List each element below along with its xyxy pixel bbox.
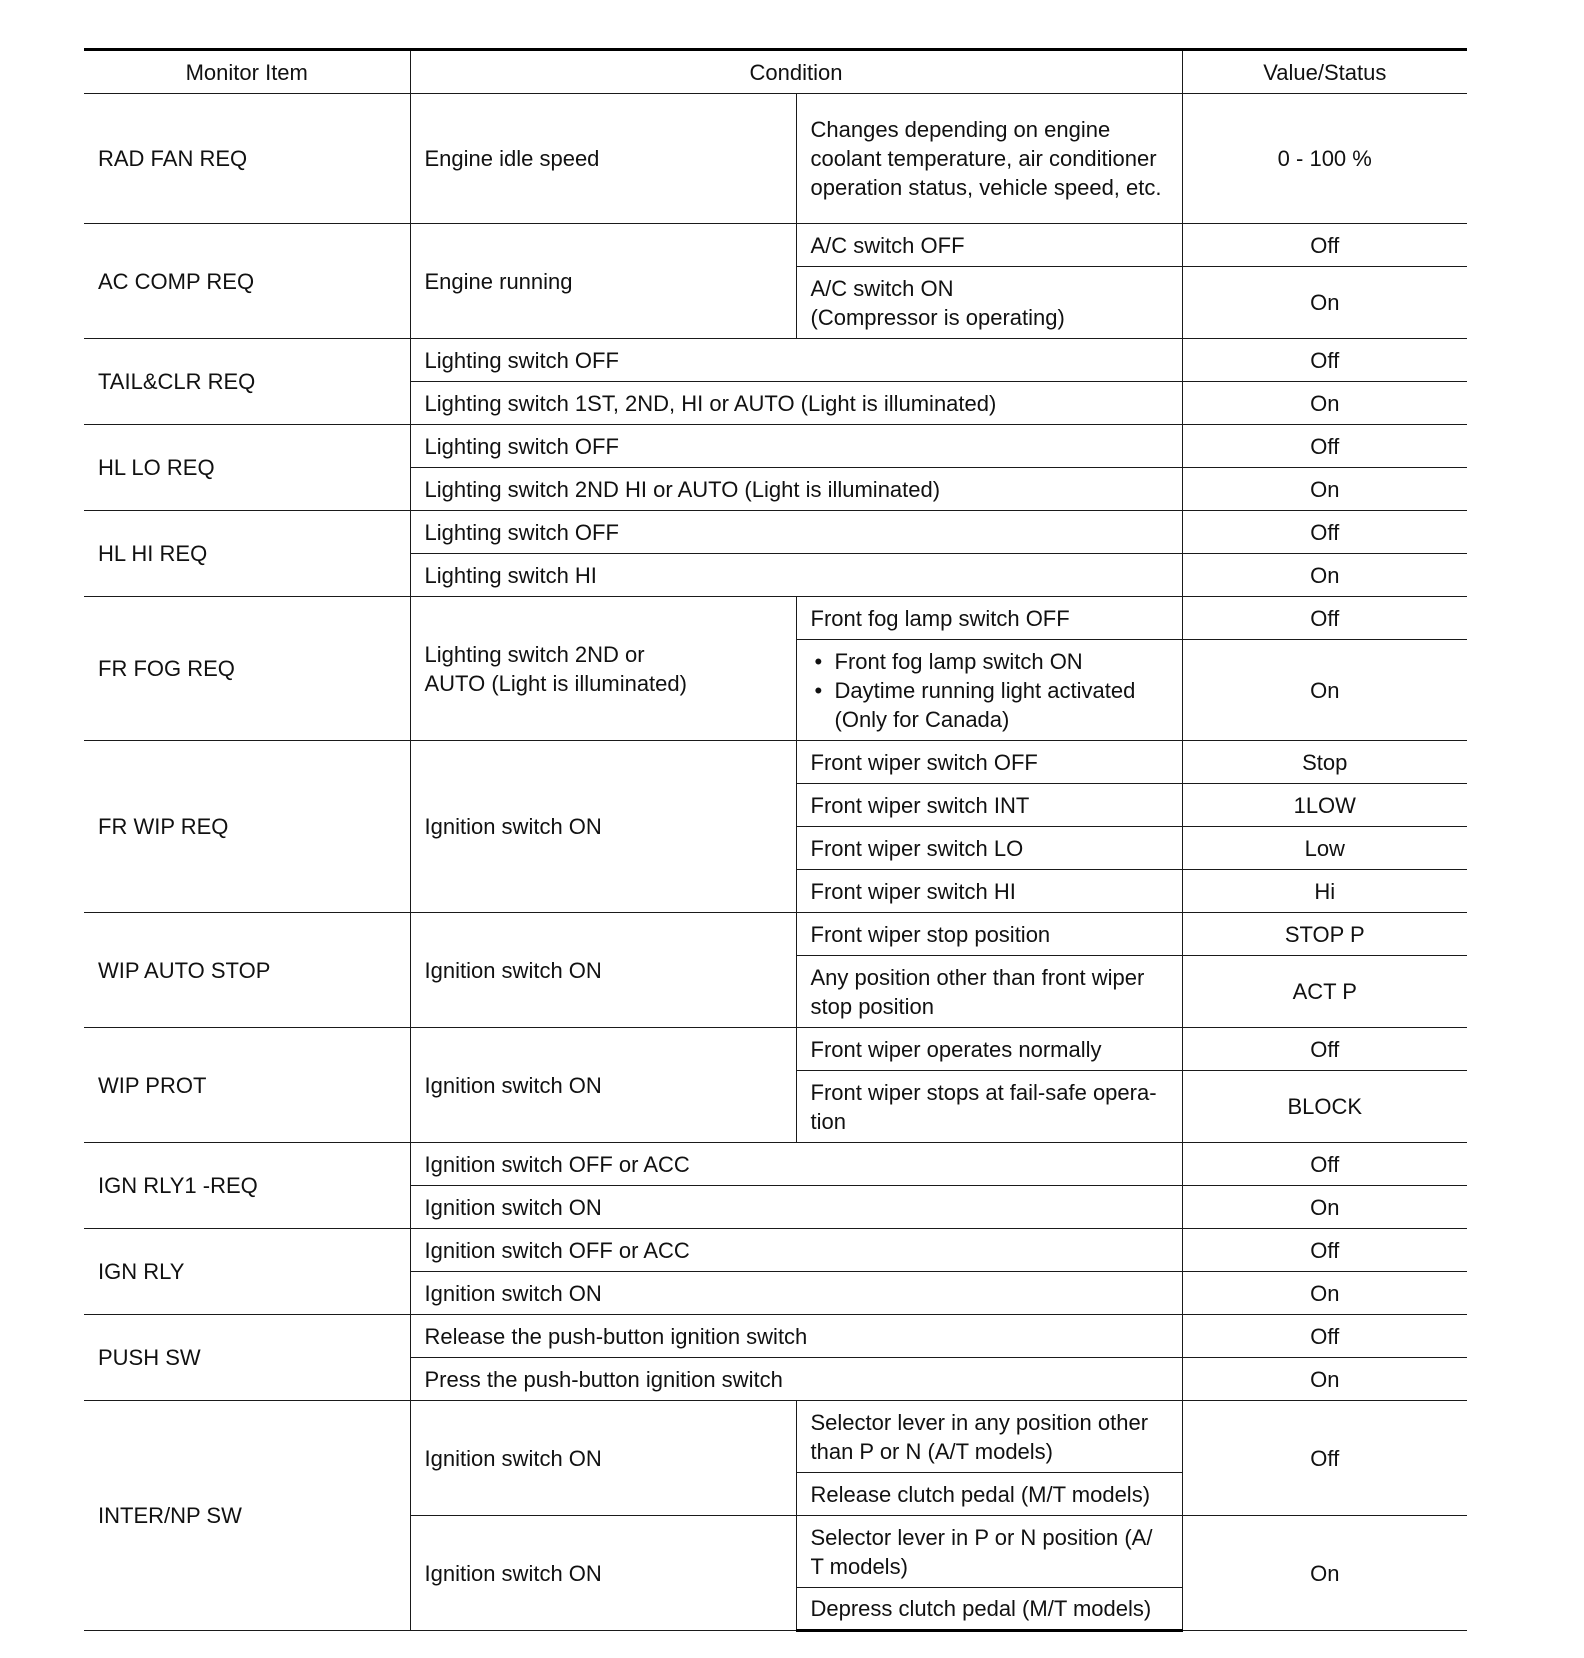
- sub-condition-cell: Front wiper switch LO: [796, 827, 1182, 870]
- monitor-item-cell: INTER/NP SW: [84, 1401, 410, 1631]
- condition-cell: Ignition switch ON: [410, 1272, 1182, 1315]
- monitor-item-cell: WIP PROT: [84, 1028, 410, 1143]
- bullet-text: (Only for Canada): [834, 706, 1010, 732]
- table-row: [84, 511, 1467, 554]
- condition-cell: Lighting switch OFF: [410, 425, 1182, 468]
- table-row: [84, 224, 1467, 267]
- value-status-cell: On: [1182, 640, 1467, 741]
- sub-condition-cell: Release clutch pedal (M/T models): [796, 1473, 1182, 1516]
- condition-cell: Lighting switch OFF: [410, 511, 1182, 554]
- value-status-cell: Off: [1182, 224, 1467, 267]
- sub-condition-line: (Compressor is operating): [810, 304, 1065, 330]
- sub-condition-line: A/C switch ON: [810, 275, 954, 301]
- monitor-item-cell: HL LO REQ: [84, 425, 410, 511]
- value-status-cell: Hi: [1182, 870, 1467, 913]
- table-row: [84, 741, 1467, 784]
- value-status-cell: On: [1182, 1272, 1467, 1315]
- sub-condition-cell: A/C switch OFF: [796, 224, 1182, 267]
- bullet-text: Front fog lamp switch ON: [834, 648, 1083, 674]
- sub-condition-line: Front wiper stops at fail-safe opera-: [810, 1079, 1157, 1105]
- value-status-cell: On: [1182, 267, 1467, 339]
- sub-condition-cell: Front wiper switch HI: [796, 870, 1182, 913]
- value-status-cell: Off: [1182, 1229, 1467, 1272]
- sub-condition-line: T models): [810, 1553, 908, 1579]
- table-row: [84, 425, 1467, 468]
- value-status-cell: Off: [1182, 339, 1467, 382]
- sub-condition-cell: Depress clutch pedal (M/T models): [796, 1588, 1182, 1631]
- value-status-cell: ACT P: [1182, 956, 1467, 1028]
- sub-condition-cell: [796, 267, 1182, 339]
- sub-condition-cell: Front wiper stop position: [796, 913, 1182, 956]
- value-status-cell: 0 - 100 %: [1182, 94, 1467, 224]
- bullet-item: [811, 647, 1168, 676]
- value-status-cell: On: [1182, 1516, 1467, 1631]
- table-row: [84, 1143, 1467, 1186]
- condition-cell: Ignition switch ON: [410, 1401, 796, 1516]
- value-status-cell: STOP P: [1182, 913, 1467, 956]
- sub-condition-cell: Any position other than front wiper stop position: [796, 956, 1182, 1028]
- value-status-cell: Off: [1182, 1401, 1467, 1516]
- condition-cell: Engine running: [410, 224, 796, 339]
- value-status-cell: Low: [1182, 827, 1467, 870]
- table-row: [84, 913, 1467, 956]
- condition-cell: Release the push-button ignition switch: [410, 1315, 1182, 1358]
- sub-condition-cell: [796, 1516, 1182, 1588]
- monitor-item-cell: TAIL&CLR REQ: [84, 339, 410, 425]
- condition-cell: Ignition switch ON: [410, 1516, 796, 1631]
- sub-condition-line: Selector lever in P or N position (A/: [810, 1524, 1153, 1550]
- sub-condition-cell: Front fog lamp switch OFF: [796, 597, 1182, 640]
- value-status-cell: Off: [1182, 1315, 1467, 1358]
- condition-cell: Ignition switch ON: [410, 1186, 1182, 1229]
- sub-condition-cell: Front wiper operates normally: [796, 1028, 1182, 1071]
- table-row: [84, 94, 1467, 224]
- value-status-cell: BLOCK: [1182, 1071, 1467, 1143]
- value-status-cell: On: [1182, 468, 1467, 511]
- sub-condition-cell: Front wiper switch INT: [796, 784, 1182, 827]
- header-monitor-item: Monitor Item: [84, 50, 410, 94]
- bullet-text: • Daytime running light activated: [834, 677, 1136, 703]
- header-condition: Condition: [410, 50, 1182, 94]
- value-status-cell: On: [1182, 554, 1467, 597]
- sub-condition-line: tion: [810, 1108, 846, 1134]
- monitor-item-cell: FR FOG REQ: [84, 597, 410, 741]
- value-status-cell: 1LOW: [1182, 784, 1467, 827]
- condition-cell: Lighting switch OFF: [410, 339, 1182, 382]
- condition-line: AUTO (Light is illuminated): [424, 670, 687, 696]
- sub-condition-cell: Changes depending on engine coolant temperature, air conditioner operation status, vehicle speed, etc.: [796, 94, 1182, 224]
- monitor-item-cell: IGN RLY: [84, 1229, 410, 1315]
- monitor-item-cell: PUSH SW: [84, 1315, 410, 1401]
- sub-condition-cell: [796, 1071, 1182, 1143]
- monitor-item-cell: WIP AUTO STOP: [84, 913, 410, 1028]
- value-status-cell: Off: [1182, 1028, 1467, 1071]
- sub-condition-cell: Front wiper switch OFF: [796, 741, 1182, 784]
- monitor-item-cell: FR WIP REQ: [84, 741, 410, 913]
- monitor-item-cell: AC COMP REQ: [84, 224, 410, 339]
- monitor-item-table: [84, 48, 1467, 1632]
- condition-cell: [410, 597, 796, 741]
- condition-cell: Lighting switch 2ND HI or AUTO (Light is illuminated): [410, 468, 1182, 511]
- condition-cell: Ignition switch OFF or ACC: [410, 1229, 1182, 1272]
- table-header-row: [84, 50, 1467, 94]
- value-status-cell: Off: [1182, 597, 1467, 640]
- condition-cell: Lighting switch 1ST, 2ND, HI or AUTO (Light is illuminated): [410, 382, 1182, 425]
- bullet-list: [811, 647, 1168, 734]
- value-status-cell: Off: [1182, 425, 1467, 468]
- monitor-item-cell: HL HI REQ: [84, 511, 410, 597]
- condition-cell: Lighting switch HI: [410, 554, 1182, 597]
- header-value-status: Value/Status: [1182, 50, 1467, 94]
- bullet-item: [811, 676, 1168, 734]
- monitor-item-cell: RAD FAN REQ: [84, 94, 410, 224]
- condition-cell: Press the push-button ignition switch: [410, 1358, 1182, 1401]
- monitor-item-cell: IGN RLY1 -REQ: [84, 1143, 410, 1229]
- condition-cell: Ignition switch ON: [410, 741, 796, 913]
- condition-line: Lighting switch 2ND or: [424, 641, 645, 667]
- value-status-cell: Stop: [1182, 741, 1467, 784]
- sub-condition-cell: [796, 640, 1182, 741]
- sub-condition-cell: Selector lever in any position other than P or N (A/T models): [796, 1401, 1182, 1473]
- table-row: [84, 597, 1467, 640]
- table-row: [84, 1229, 1467, 1272]
- table-row: [84, 339, 1467, 382]
- value-status-cell: Off: [1182, 1143, 1467, 1186]
- value-status-cell: On: [1182, 1186, 1467, 1229]
- value-status-cell: Off: [1182, 511, 1467, 554]
- table-row: [84, 1315, 1467, 1358]
- table-row: [84, 1028, 1467, 1071]
- condition-cell: Ignition switch OFF or ACC: [410, 1143, 1182, 1186]
- value-status-cell: On: [1182, 1358, 1467, 1401]
- condition-cell: Engine idle speed: [410, 94, 796, 224]
- value-status-cell: On: [1182, 382, 1467, 425]
- table-row: [84, 1401, 1467, 1473]
- condition-cell: Ignition switch ON: [410, 913, 796, 1028]
- condition-cell: Ignition switch ON: [410, 1028, 796, 1143]
